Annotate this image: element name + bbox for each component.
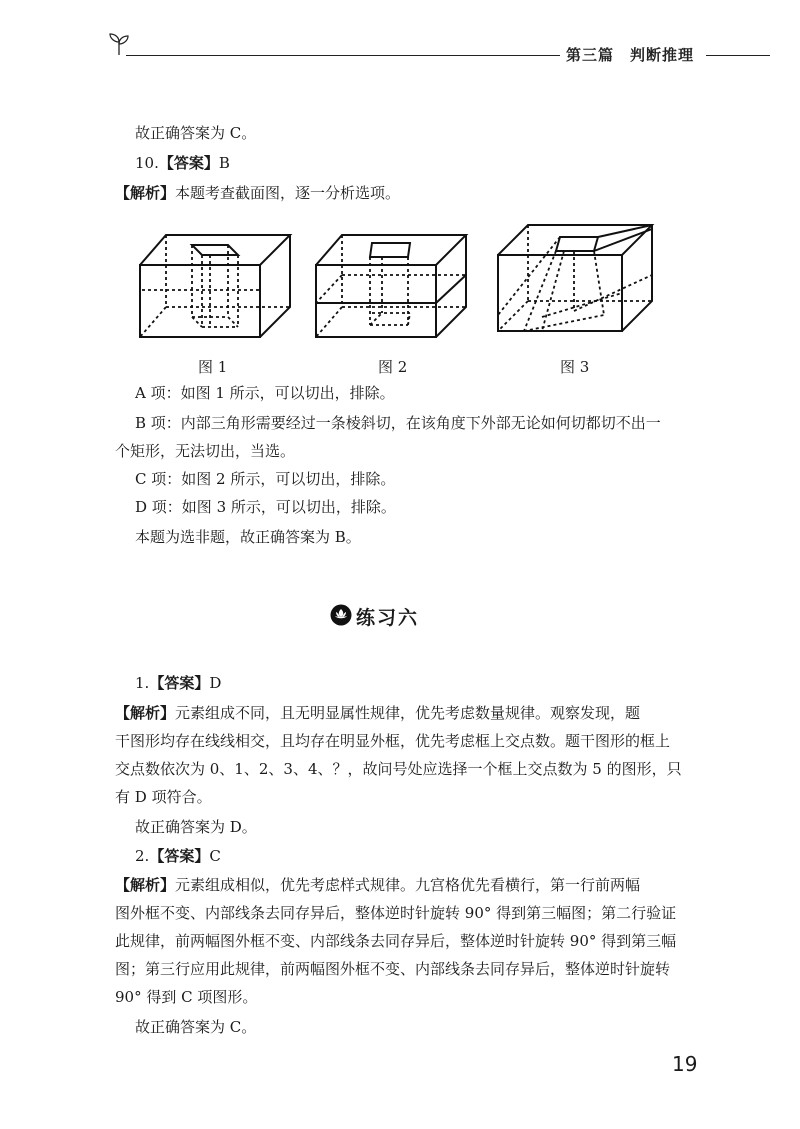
- page-number: 19: [672, 1052, 698, 1076]
- header-rule-left: [126, 55, 560, 56]
- q10-option-b-line1: B 项：内部三角形需要经过一条棱斜切，在该角度下外部无论如何切都切不出一: [135, 414, 661, 432]
- q10-number: 10.: [135, 154, 159, 172]
- q10-analysis-label: 【解析】: [115, 184, 176, 202]
- q1-analysis-line-1: [115, 702, 640, 724]
- q10-analysis-intro: 本题考查截面图，逐一分析选项。: [175, 184, 401, 202]
- q1-answer-line: [135, 672, 221, 694]
- q2-analysis-line-2: 图外框不变、内部线条去同存异后，整体逆时针旋转 90° 得到第三幅图；第二行验证: [115, 904, 677, 922]
- q2-analysis-line-5: 90° 得到 C 项图形。: [115, 988, 258, 1006]
- q1-analysis-text-1: 元素组成不同，且无明显属性规律，优先考虑数量规律。观察发现，题: [175, 704, 641, 722]
- figure-3-cube-section: [494, 205, 658, 345]
- q2-answer-line: [135, 845, 221, 867]
- q2-analysis-line-3: 此规律，前两幅图外框不变、内部线条去同存异后，整体逆时针旋转 90° 得到第三幅: [115, 932, 677, 950]
- q1-analysis-line-4: 有 D 项符合。: [115, 788, 212, 806]
- figure-2-caption: 图 2: [378, 358, 408, 376]
- q10-option-d: D 项：如图 3 所示，可以切出，排除。: [135, 498, 396, 516]
- page-header-title: 第三篇 判断推理: [566, 46, 695, 64]
- figure-1-caption: 图 1: [198, 358, 228, 376]
- figure-2-cube-section: [312, 205, 476, 345]
- q10-option-a: A 项：如图 1 所示，可以切出，排除。: [135, 384, 395, 402]
- q2-answer-label: 【答案】: [149, 847, 210, 865]
- q2-answer: C: [209, 847, 221, 865]
- q10-answer-line: [135, 152, 230, 174]
- q2-analysis-line-1: [115, 874, 640, 896]
- q10-conclusion: 本题为选非题，故正确答案为 B。: [135, 528, 361, 546]
- figure-3-caption: 图 3: [560, 358, 590, 376]
- q10-answer-label: 【答案】: [158, 154, 219, 172]
- sprout-icon: [108, 32, 130, 56]
- q10-answer: B: [218, 154, 230, 172]
- q10-option-c: C 项：如图 2 所示，可以切出，排除。: [135, 470, 396, 488]
- q1-analysis-label: 【解析】: [115, 704, 176, 722]
- q2-analysis-line-4: 图；第三行应用此规律，前两幅图外框不变、内部线条去同存异后，整体逆时针旋转: [115, 960, 671, 978]
- q1-analysis-line-3: 交点数依次为 0、1、2、3、4、？，故问号处应选择一个框上交点数为 5 的图形，只: [115, 760, 682, 778]
- header-rule-right: [706, 55, 770, 56]
- q10-option-b-line2: 个矩形，无法切出，当选。: [115, 442, 296, 460]
- lotus-circle-icon: [330, 604, 352, 626]
- q10-analysis-line: [115, 182, 400, 204]
- q1-number: 1.: [135, 674, 150, 692]
- q2-conclusion: 故正确答案为 C。: [135, 1018, 257, 1036]
- q2-analysis-label: 【解析】: [115, 876, 176, 894]
- q1-analysis-line-2: 干图形均存在线线相交，且均存在明显外框，优先考虑框上交点数。题干图形的框上: [115, 732, 671, 750]
- q2-analysis-text-1: 元素组成相似，优先考虑样式规律。九宫格优先看横行，第一行前两幅: [175, 876, 641, 894]
- q1-answer: D: [209, 674, 222, 692]
- q1-answer-label: 【答案】: [149, 674, 210, 692]
- section-title: 练习六: [356, 607, 420, 629]
- prev-answer-line: 故正确答案为 C。: [135, 124, 257, 142]
- figure-1-cube-section: [136, 205, 300, 345]
- q1-conclusion: 故正确答案为 D。: [135, 818, 257, 836]
- q2-number: 2.: [135, 847, 150, 865]
